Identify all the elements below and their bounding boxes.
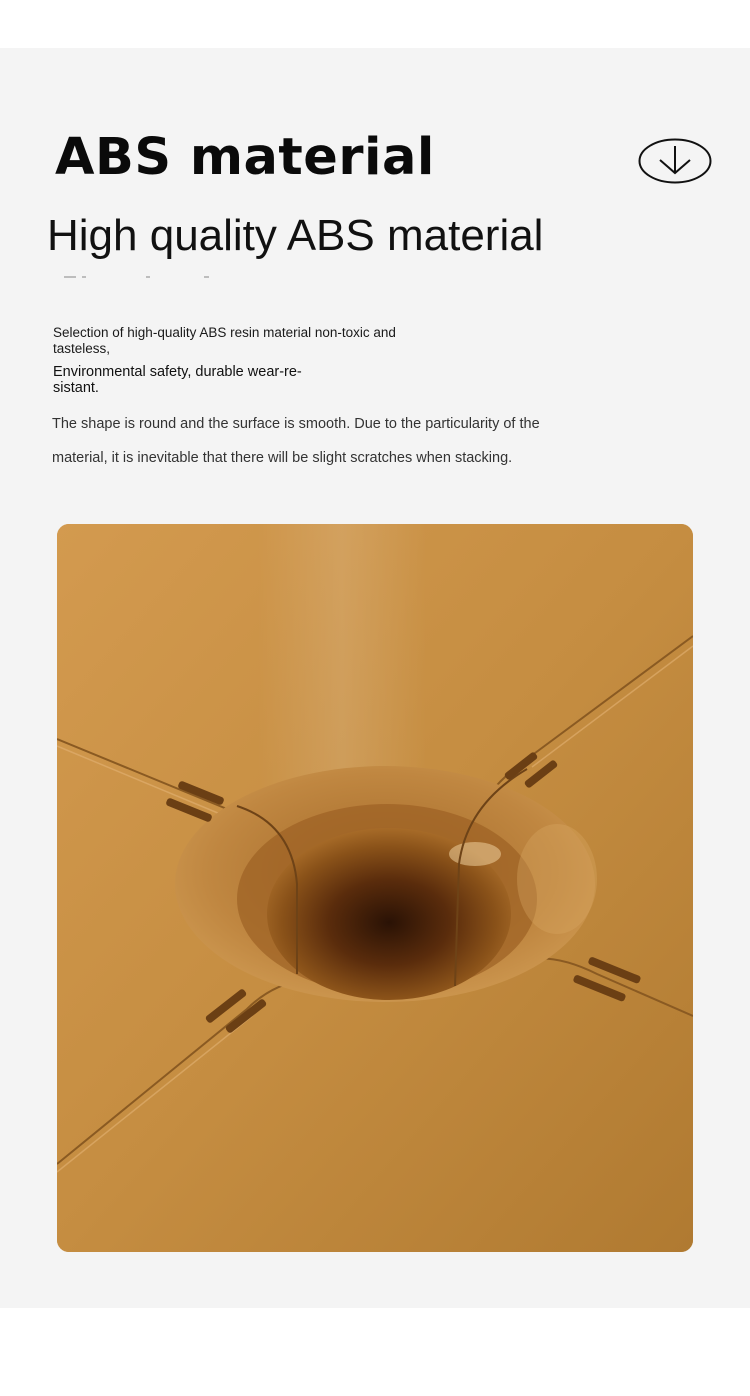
page-title: ABS material bbox=[55, 128, 435, 187]
product-closeup-photo bbox=[57, 524, 693, 1252]
arrow-down-circle-icon bbox=[638, 138, 712, 184]
scroll-down-button[interactable] bbox=[638, 138, 712, 184]
description-line-3: The shape is round and the surface is smooth. Due to the particularity of the material, it is inevitable that there will be slight scratches when stacking. bbox=[52, 416, 540, 466]
description-line-2: Environmental safety, durable wear-re-sistant. bbox=[53, 364, 302, 396]
description-line-1: Selection of high-quality ABS resin material non-toxic and tasteless, bbox=[53, 325, 396, 356]
product-closeup-illustration bbox=[57, 524, 693, 1252]
page-subtitle: High quality ABS material bbox=[47, 211, 544, 260]
decorative-divider bbox=[64, 276, 209, 278]
